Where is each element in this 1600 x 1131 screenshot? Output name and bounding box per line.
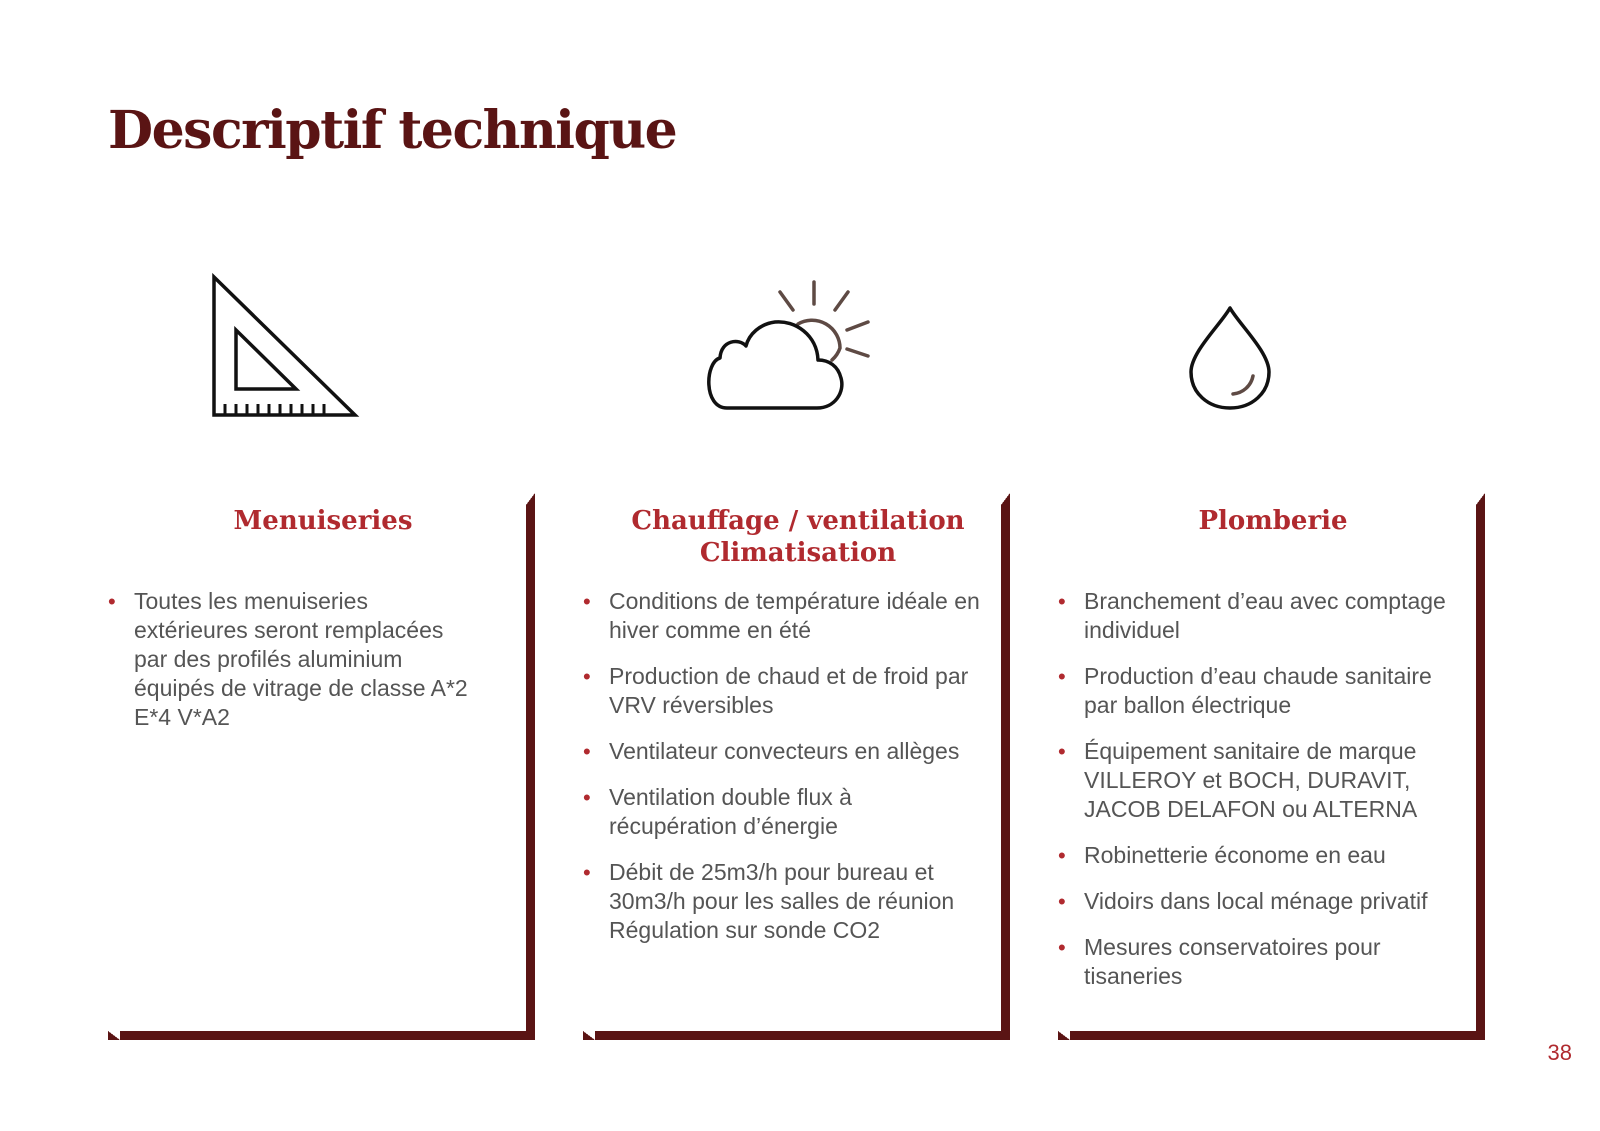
list-item: • Toutes les menuiseries extérieures seront remplacées par des profilés aluminium équipés de vitrage de classe A*2 E*4 V*A2 <box>108 587 468 732</box>
column-menuiseries <box>120 505 535 1040</box>
list-item: • Ventilateur convecteurs en allèges <box>583 737 983 766</box>
list-item: • Production d’eau chaude sanitaire par ballon électrique <box>1058 662 1458 720</box>
list-item: • Branchement d’eau avec comptage individuel <box>1058 587 1458 645</box>
water-drop-icon <box>1185 300 1275 420</box>
list-item: • Mesures conservatoires pour tisaneries <box>1058 933 1458 991</box>
page-number: 38 <box>1547 1040 1572 1065</box>
column-plomberie <box>1070 505 1485 1040</box>
bullet-list <box>583 587 983 945</box>
list-item: • Robinetterie économe en eau <box>1058 841 1458 870</box>
column-chauffage <box>595 505 1010 1040</box>
page-title: Descriptif technique <box>108 100 677 161</box>
list-item: • Ventilation double flux à récupération d’énergie <box>583 783 983 841</box>
list-item: • Vidoirs dans local ménage privatif <box>1058 887 1458 916</box>
list-item: • Débit de 25m3/h pour bureau et 30m3/h pour les salles de réunion Régulation sur sonde CO2 <box>583 858 983 945</box>
cloud-sun-icon <box>705 280 885 420</box>
bullet-list <box>1058 587 1458 991</box>
column-title: Menuiseries <box>233 506 413 536</box>
set-square-icon <box>205 272 365 424</box>
column-title: Plomberie <box>1198 506 1348 536</box>
list-item: • Conditions de température idéale en hiver comme en été <box>583 587 983 645</box>
list-item: • Production de chaud et de froid par VRV réversibles <box>583 662 983 720</box>
list-item: • Équipement sanitaire de marque VILLEROY et BOCH, DURAVIT, JACOB DELAFON ou ALTERNA <box>1058 737 1458 824</box>
column-title: Chauffage / ventilation Climatisation <box>631 506 965 568</box>
bullet-list <box>108 587 468 732</box>
